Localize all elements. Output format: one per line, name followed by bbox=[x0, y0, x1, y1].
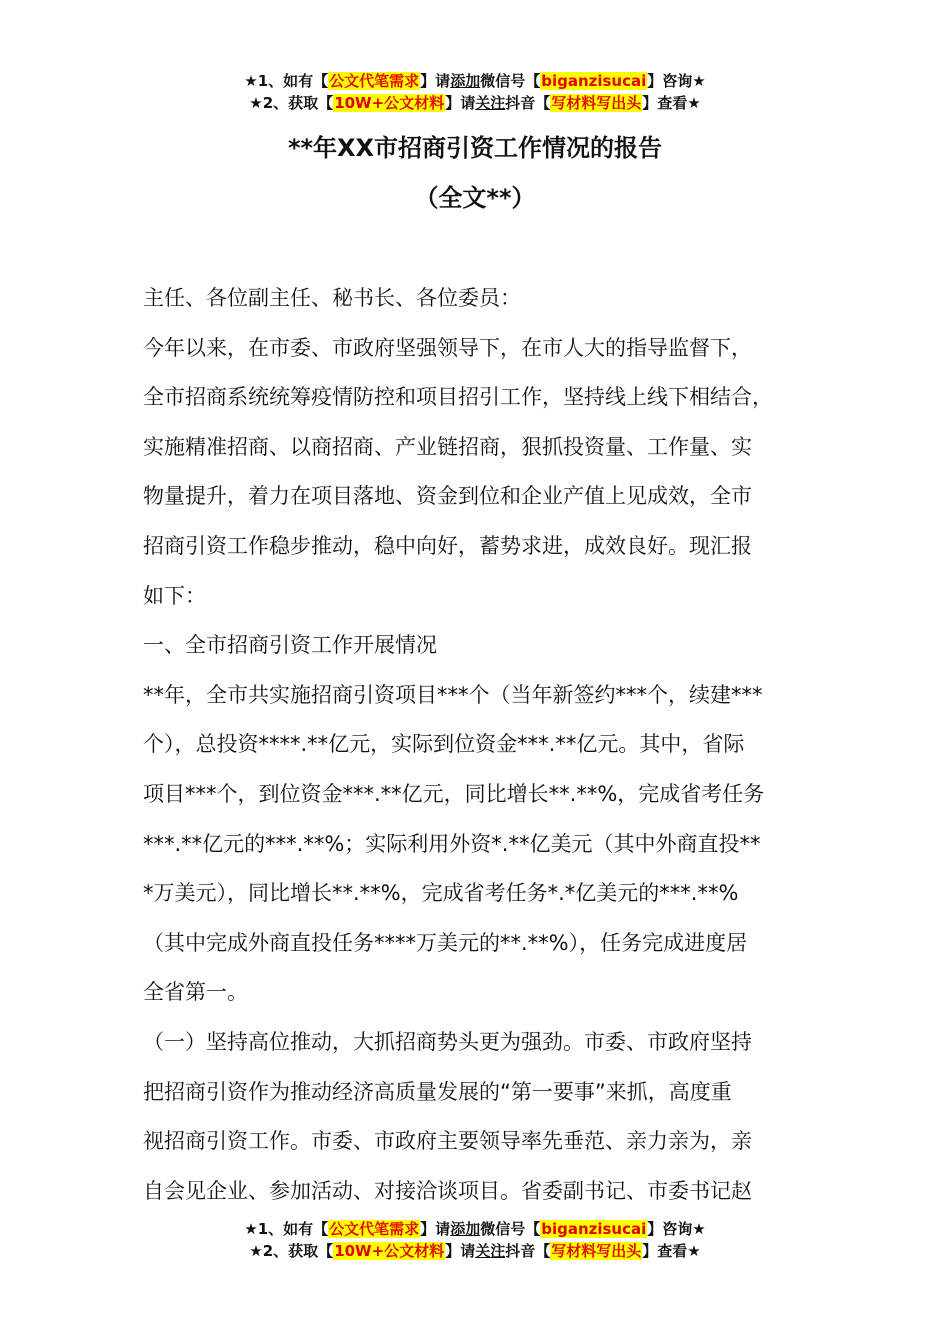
body-line: 今年以来，在市委、市政府坚强领导下，在市人大的指导监督下， bbox=[143, 335, 752, 360]
body-line: 全市招商系统统筹疫情防控和项目招引工作，坚持线上线下相结合， bbox=[143, 385, 773, 410]
body-line: **年，全市共实施招商引资项目***个（当年新签约***个，续建*** bbox=[143, 682, 763, 707]
body-line: （其中完成外商直投任务****万美元的**.**%），任务完成进度居 bbox=[143, 930, 748, 955]
body-line: 全省第一。 bbox=[143, 980, 248, 1005]
body-line: 实施精准招商、以商招商、产业链招商，狠抓投资量、工作量、实 bbox=[143, 434, 752, 459]
highlight-service: 公文代笔需求 bbox=[329, 72, 420, 90]
highlight-douyin-id: 写材料写出头 bbox=[551, 94, 642, 112]
promo-line-2: ★2、获取【10W+公文材料】请关注抖音【写材料写出头】查看★ bbox=[249, 1242, 701, 1260]
highlight-wechat-id: biganzisucai bbox=[541, 1220, 647, 1238]
body-line: 项目***个，到位资金***.**亿元，同比增长**.**%，完成省考任务 bbox=[143, 781, 765, 806]
body-line: 把招商引资作为推动经济高质量发展的“第一要事”来抓，高度重 bbox=[143, 1079, 732, 1104]
document-body bbox=[143, 274, 833, 1216]
underlined-word: 添加 bbox=[450, 72, 481, 90]
promo-banner-bottom bbox=[0, 1218, 950, 1262]
body-line: 如下： bbox=[143, 583, 206, 608]
underlined-word: 关注 bbox=[475, 94, 506, 112]
highlight-materials: 10W+公文材料 bbox=[334, 94, 445, 112]
promo-line-2: ★2、获取【10W+公文材料】请关注抖音【写材料写出头】查看★ bbox=[249, 94, 701, 112]
body-line: 个），总投资****.**亿元，实际到位资金***.**亿元。其中，省际 bbox=[143, 732, 745, 757]
highlight-wechat-id: biganzisucai bbox=[541, 72, 647, 90]
body-line: ***.**亿元的***.**%；实际利用外资*.**亿美元（其中外商直投** bbox=[143, 831, 761, 856]
body-line: 自会见企业、参加活动、对接洽谈项目。省委副书记、市委书记赵 bbox=[143, 1178, 752, 1203]
document-title: **年XX市招商引资工作情况的报告 bbox=[287, 134, 663, 162]
body-line: （一）坚持高位推动，大抓招商势头更为强劲。市委、市政府坚持 bbox=[143, 1029, 752, 1054]
body-line: 物量提升，着力在项目落地、资金到位和企业产值上见成效，全市 bbox=[143, 484, 752, 509]
body-line: 主任、各位副主任、秘书长、各位委员： bbox=[143, 286, 521, 310]
body-line: *万美元），同比增长**.**%，完成省考任务*.*亿美元的***.**% bbox=[143, 881, 739, 906]
section-heading: 一、全市招商引资工作开展情况 bbox=[143, 633, 437, 658]
promo-banner-top bbox=[0, 70, 950, 114]
body-line: 招商引资工作稳步推动，稳中向好，蓄势求进，成效良好。现汇报 bbox=[143, 533, 752, 558]
underlined-word: 添加 bbox=[450, 1220, 481, 1238]
body-line: 视招商引资工作。市委、市政府主要领导率先垂范、亲力亲为，亲 bbox=[143, 1129, 752, 1154]
highlight-materials: 10W+公文材料 bbox=[334, 1242, 445, 1260]
document-subtitle: （全文**） bbox=[414, 184, 536, 212]
highlight-douyin-id: 写材料写出头 bbox=[551, 1242, 642, 1260]
highlight-service: 公文代笔需求 bbox=[329, 1220, 420, 1238]
promo-line-1: ★1、如有【公文代笔需求】请添加微信号【biganzisucai】咨询★ bbox=[244, 1220, 706, 1238]
underlined-word: 关注 bbox=[475, 1242, 506, 1260]
promo-line-1: ★1、如有【公文代笔需求】请添加微信号【biganzisucai】咨询★ bbox=[244, 72, 706, 90]
